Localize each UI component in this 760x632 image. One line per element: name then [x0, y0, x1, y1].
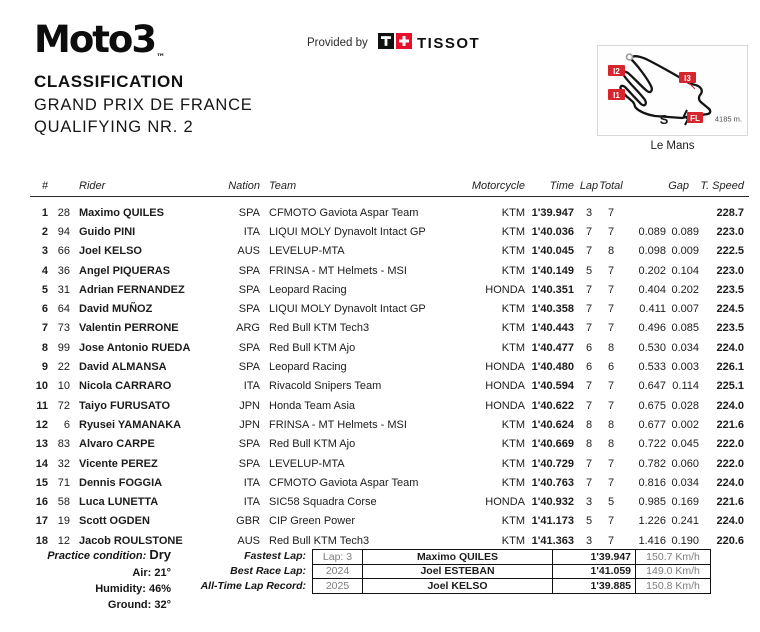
cell-rider-name: Scott OGDEN — [79, 515, 150, 528]
cell-motorcycle: KTM — [501, 303, 525, 316]
header-divider — [30, 196, 749, 197]
ground-temperature: Ground: 32° — [107, 599, 171, 611]
cell-gap — [622, 203, 670, 222]
cell-gap-previous: 0.104 — [671, 264, 699, 277]
cell-top-speed: 221.6 — [716, 496, 744, 509]
air-temperature: Air: 21° — [132, 567, 171, 579]
cell-gap: 0.533 — [638, 361, 666, 374]
cell-top-speed: 222.0 — [716, 438, 744, 451]
record-rider-name: Joel KELSO — [362, 578, 552, 593]
cell-position: 1 — [41, 206, 48, 219]
cell-nation: SPA — [238, 341, 260, 354]
cell-time: 1'41.363 — [531, 534, 574, 547]
cell-gap: 0.675 — [638, 399, 666, 412]
cell-gap-previous: 0.114 — [672, 380, 699, 393]
sector3-label: I3 — [684, 73, 691, 83]
table-row — [30, 280, 750, 299]
record-speed: 150.8 Km/h — [635, 578, 710, 593]
table-row — [30, 242, 750, 261]
cell-lap: 3 — [585, 206, 593, 219]
cell-total: 7 — [607, 476, 615, 489]
tissot-t-icon — [378, 33, 394, 54]
table-row — [30, 338, 750, 357]
cell-gap-previous: 0.034 — [671, 341, 699, 354]
record-rider-name: Maximo QUILES — [362, 549, 552, 564]
cell-rider-number: 32 — [57, 457, 70, 470]
record-speed: 150.7 Km/h — [635, 549, 710, 564]
track-outline — [621, 56, 711, 118]
table-row — [30, 203, 750, 222]
cell-motorcycle: HONDA — [485, 496, 525, 509]
record-info: 2024 — [312, 564, 362, 579]
cell-top-speed: 223.0 — [716, 264, 744, 277]
cell-lap: 3 — [585, 534, 593, 547]
trademark-symbol: ™ — [156, 53, 166, 63]
cell-motorcycle: KTM — [501, 515, 525, 528]
cell-position: 18 — [35, 534, 48, 547]
cell-total: 8 — [607, 341, 615, 354]
cell-time: 1'40.669 — [531, 438, 574, 451]
record-time: 1'39.885 — [552, 578, 635, 593]
moto3-logo-text: Moto3 — [34, 18, 156, 61]
cell-gap: 0.496 — [638, 322, 666, 335]
cell-gap-previous: 0.202 — [671, 283, 699, 296]
cell-team: LIQUI MOLY Dynavolt Intact GP — [269, 225, 426, 238]
cell-motorcycle: HONDA — [485, 361, 525, 374]
cell-gap-previous: 0.241 — [671, 515, 699, 528]
cell-team: Red Bull KTM Tech3 — [269, 322, 370, 335]
moto3-logo — [34, 18, 164, 61]
cell-lap: 8 — [585, 418, 593, 431]
cell-time: 1'40.932 — [531, 496, 574, 509]
cell-nation: ITA — [243, 496, 260, 509]
cell-lap: 7 — [585, 476, 593, 489]
table-row — [30, 261, 750, 280]
cell-total: 7 — [607, 380, 615, 393]
cell-gap-previous: 0.009 — [671, 245, 699, 258]
cell-gap: 0.089 — [638, 225, 666, 238]
cell-gap-previous: 0.045 — [671, 438, 699, 451]
table-row — [30, 512, 750, 531]
cell-lap: 6 — [585, 341, 593, 354]
cell-team: Red Bull KTM Tech3 — [269, 534, 370, 547]
cell-top-speed: 224.0 — [716, 515, 744, 528]
cell-gap: 0.411 — [639, 303, 666, 316]
cell-team: Leopard Racing — [269, 361, 347, 374]
provided-by-label: Provided by — [307, 37, 368, 49]
cell-top-speed: 224.0 — [716, 476, 744, 489]
cell-gap: 0.677 — [638, 418, 666, 431]
cell-rider-name: Guido PINI — [79, 225, 136, 238]
cell-gap: 1.416 — [638, 534, 666, 547]
table-row — [30, 492, 750, 511]
cell-time: 1'39.947 — [531, 206, 574, 219]
cell-total: 8 — [607, 438, 615, 451]
start-label: S — [659, 112, 669, 127]
cell-position: 3 — [41, 245, 48, 258]
cell-rider-name: Angel PIQUERAS — [79, 264, 171, 277]
cell-motorcycle: KTM — [501, 245, 525, 258]
cell-motorcycle: HONDA — [485, 380, 525, 393]
cell-top-speed: 221.6 — [716, 418, 744, 431]
cell-lap: 8 — [585, 438, 593, 451]
cell-gap: 0.404 — [638, 283, 666, 296]
cell-gap-previous: 0.034 — [671, 476, 699, 489]
cell-rider-number: 31 — [57, 283, 70, 296]
cell-total: 7 — [607, 399, 615, 412]
cell-gap-previous: 0.028 — [671, 399, 699, 412]
cell-rider-number: 19 — [57, 515, 70, 528]
header-gap: Gap — [668, 180, 689, 192]
cell-rider-name: Vicente PEREZ — [79, 457, 158, 470]
tissot-wordmark: TISSOT — [417, 35, 481, 52]
cell-gap-previous: 0.169 — [671, 496, 699, 509]
cell-time: 1'40.351 — [531, 283, 574, 296]
cell-position: 4 — [41, 264, 48, 277]
cell-team: LEVELUP-MTA — [269, 245, 345, 258]
cell-motorcycle: KTM — [501, 438, 525, 451]
cell-position: 6 — [41, 303, 48, 316]
tissot-logo — [378, 33, 480, 54]
cell-rider-name: Adrian FERNANDEZ — [79, 283, 185, 296]
practice-condition-label: Practice condition: — [47, 550, 147, 562]
cell-nation: SPA — [238, 457, 260, 470]
table-row — [30, 299, 750, 318]
track-map — [597, 45, 748, 136]
cell-rider-name: Dennis FOGGIA — [79, 476, 163, 489]
track-length: 4185 m. — [714, 114, 742, 124]
cell-nation: ITA — [243, 380, 260, 393]
cell-total: 8 — [607, 418, 615, 431]
cell-gap: 0.202 — [638, 264, 666, 277]
cell-motorcycle: HONDA — [485, 283, 525, 296]
cell-time: 1'40.480 — [531, 361, 574, 374]
cell-rider-name: Alvaro CARPE — [79, 438, 155, 451]
cell-lap: 5 — [585, 264, 593, 277]
cell-lap: 7 — [585, 283, 593, 296]
cell-lap: 7 — [585, 399, 593, 412]
record-label: All-Time Lap Record: — [200, 579, 306, 592]
record-label: Fastest Lap: — [244, 550, 306, 562]
cell-time: 1'40.149 — [531, 264, 574, 277]
cell-lap: 3 — [585, 496, 593, 509]
cell-rider-name: David MUÑOZ — [79, 303, 153, 316]
cell-total: 7 — [607, 206, 615, 219]
header-motorcycle: Motorcycle — [471, 180, 525, 192]
cell-nation: GBR — [236, 515, 260, 528]
cell-team: SIC58 Squadra Corse — [269, 496, 377, 509]
event-title: GRAND PRIX DE FRANCE — [34, 96, 253, 114]
cell-rider-name: Nicola CARRARO — [79, 380, 172, 393]
cell-position: 7 — [41, 322, 48, 335]
cell-time: 1'40.763 — [531, 476, 574, 489]
humidity: Humidity: 46% — [95, 583, 171, 595]
cell-gap-previous: 0.060 — [671, 457, 699, 470]
cell-team: FRINSA - MT Helmets - MSI — [269, 418, 407, 431]
track-name: Le Mans — [650, 140, 695, 152]
cell-top-speed: 223.0 — [716, 225, 744, 238]
cell-rider-name: Valentin PERRONE — [79, 322, 179, 335]
table-row — [30, 377, 750, 396]
cell-rider-number: 10 — [57, 380, 70, 393]
cell-time: 1'40.036 — [531, 225, 574, 238]
table-row — [30, 435, 750, 454]
record-speed: 149.0 Km/h — [635, 564, 710, 579]
session-title: QUALIFYING NR. 2 — [34, 118, 194, 136]
records-labels — [100, 549, 306, 593]
header-position: # — [41, 180, 48, 192]
cell-top-speed: 225.1 — [716, 380, 744, 393]
cell-lap: 7 — [585, 245, 593, 258]
cell-top-speed: 223.5 — [716, 283, 744, 296]
cell-gap: 0.647 — [638, 380, 666, 393]
cell-nation: AUS — [237, 245, 260, 258]
cell-lap: 6 — [585, 361, 593, 374]
cell-rider-number: 72 — [57, 399, 70, 412]
cell-motorcycle: KTM — [501, 322, 525, 335]
cell-total: 7 — [607, 303, 615, 316]
cell-position: 14 — [35, 457, 48, 470]
sector1-label: I1 — [613, 90, 620, 100]
sector2-label: I2 — [613, 66, 620, 76]
cell-position: 5 — [41, 283, 48, 296]
cell-lap: 7 — [585, 457, 593, 470]
cell-top-speed: 228.7 — [716, 206, 744, 219]
cell-lap: 7 — [585, 303, 593, 316]
cell-nation: SPA — [238, 206, 260, 219]
finish-label: FL — [690, 113, 700, 123]
cell-team: CIP Green Power — [269, 515, 356, 528]
cell-rider-number: 22 — [57, 361, 70, 374]
cell-rider-number: 64 — [57, 303, 70, 316]
start-marker — [627, 54, 633, 60]
cell-lap: 7 — [585, 380, 593, 393]
record-label: Best Race Lap: — [230, 564, 306, 577]
cell-motorcycle: KTM — [501, 534, 525, 547]
cell-position: 12 — [35, 418, 48, 431]
header-top-speed: T. Speed — [700, 180, 744, 192]
cell-rider-number: 12 — [57, 534, 70, 547]
table-row — [30, 415, 750, 434]
header-gap-spacer — [622, 177, 670, 195]
cell-position: 15 — [35, 476, 48, 489]
cell-gap: 0.722 — [638, 438, 666, 451]
cell-team: FRINSA - MT Helmets - MSI — [269, 264, 407, 277]
cell-time: 1'40.622 — [531, 399, 574, 412]
cell-gap: 0.985 — [638, 496, 666, 509]
cell-team: CFMOTO Gaviota Aspar Team — [269, 206, 419, 219]
cell-rider-name: Taiyo FURUSATO — [79, 399, 171, 412]
table-row — [30, 473, 750, 492]
cell-time: 1'40.443 — [531, 322, 574, 335]
cell-rider-number: 73 — [57, 322, 70, 335]
cell-total: 7 — [607, 264, 615, 277]
header-spacer — [48, 177, 70, 195]
cell-team: LIQUI MOLY Dynavolt Intact GP — [269, 303, 426, 316]
records-table — [312, 549, 711, 594]
cell-team: LEVELUP-MTA — [269, 457, 345, 470]
header-lap: Lap — [579, 180, 599, 192]
cell-time: 1'41.173 — [531, 515, 574, 528]
table-row — [30, 396, 750, 415]
cell-motorcycle: KTM — [501, 264, 525, 277]
cell-rider-number: 94 — [57, 225, 70, 238]
cell-top-speed: 224.0 — [716, 341, 744, 354]
header-nation: Nation — [228, 180, 260, 192]
cell-time: 1'40.729 — [531, 457, 574, 470]
cell-top-speed: 222.5 — [716, 245, 744, 258]
cell-position: 16 — [35, 496, 48, 509]
cell-gap-previous: 0.002 — [671, 418, 699, 431]
cell-position: 10 — [35, 380, 48, 393]
cell-nation: AUS — [237, 534, 260, 547]
header-time: Time — [549, 180, 574, 192]
cell-rider-name: Joel KELSO — [79, 245, 142, 258]
cell-rider-number: 36 — [57, 264, 70, 277]
cell-gap-previous: 0.007 — [671, 303, 699, 316]
cell-nation: SPA — [238, 361, 260, 374]
cell-gap-previous — [670, 203, 703, 222]
cell-total: 6 — [607, 361, 615, 374]
cell-motorcycle: KTM — [501, 476, 525, 489]
cell-rider-number: 28 — [57, 206, 70, 219]
cell-nation: SPA — [238, 438, 260, 451]
cell-gap-previous: 0.085 — [671, 322, 699, 335]
cell-time: 1'40.594 — [531, 380, 574, 393]
cell-position: 9 — [41, 361, 48, 374]
cell-time: 1'40.477 — [531, 341, 574, 354]
cell-motorcycle: HONDA — [485, 399, 525, 412]
cell-team: CFMOTO Gaviota Aspar Team — [269, 476, 419, 489]
table-header — [30, 177, 750, 195]
cell-gap: 0.782 — [638, 457, 666, 470]
cell-rider-number: 6 — [63, 418, 70, 431]
cell-total: 7 — [607, 534, 615, 547]
cell-gap: 0.530 — [638, 341, 666, 354]
cell-gap-previous: 0.190 — [671, 534, 699, 547]
record-rider-name: Joel ESTEBAN — [362, 564, 552, 579]
cell-rider-name: Ryusei YAMANAKA — [79, 418, 182, 431]
cell-rider-number: 99 — [57, 341, 70, 354]
cell-team: Honda Team Asia — [269, 399, 356, 412]
cell-gap-previous: 0.003 — [671, 361, 699, 374]
record-time: 1'41.059 — [552, 564, 635, 579]
cell-motorcycle: KTM — [501, 457, 525, 470]
header-rider: Rider — [79, 180, 106, 192]
cell-rider-number: 58 — [57, 496, 70, 509]
cell-top-speed: 224.5 — [716, 303, 744, 316]
cell-total: 7 — [607, 322, 615, 335]
cell-rider-number: 71 — [57, 476, 70, 489]
header-total: Total — [599, 180, 623, 192]
cell-nation: ARG — [236, 322, 260, 335]
cell-top-speed: 222.0 — [716, 457, 744, 470]
cell-rider-name: Jacob ROULSTONE — [79, 534, 183, 547]
cell-gap-previous: 0.089 — [671, 225, 699, 238]
cell-total: 8 — [607, 245, 615, 258]
cell-nation: JPN — [239, 418, 260, 431]
cell-nation: ITA — [243, 225, 260, 238]
cell-rider-name: Jose Antonio RUEDA — [79, 341, 191, 354]
cell-gap: 0.816 — [638, 476, 666, 489]
cell-rider-number: 83 — [57, 438, 70, 451]
cell-nation: JPN — [239, 399, 260, 412]
cell-top-speed: 226.1 — [716, 361, 744, 374]
cell-team: Red Bull KTM Ajo — [269, 341, 356, 354]
cell-rider-number: 66 — [57, 245, 70, 258]
cell-top-speed: 223.5 — [716, 322, 744, 335]
cell-position: 2 — [41, 225, 48, 238]
cell-motorcycle: KTM — [501, 418, 525, 431]
cell-rider-name: Maximo QUILES — [79, 206, 164, 219]
cell-gap: 1.226 — [638, 515, 666, 528]
cell-nation: ITA — [243, 476, 260, 489]
cell-time: 1'40.358 — [531, 303, 574, 316]
cell-top-speed: 224.0 — [716, 399, 744, 412]
table-row — [30, 357, 750, 376]
cell-motorcycle: KTM — [501, 225, 525, 238]
record-info: 2025 — [312, 578, 362, 593]
cell-nation: SPA — [238, 303, 260, 316]
cell-motorcycle: KTM — [501, 206, 525, 219]
cell-total: 7 — [607, 283, 615, 296]
cell-time: 1'40.045 — [531, 245, 574, 258]
record-info: Lap: 3 — [312, 549, 362, 564]
cell-nation: SPA — [238, 264, 260, 277]
cell-nation: SPA — [238, 283, 260, 296]
cell-total: 7 — [607, 515, 615, 528]
cell-rider-name: David ALMANSA — [79, 361, 167, 374]
results-table — [30, 203, 750, 550]
cell-motorcycle: KTM — [501, 341, 525, 354]
cell-lap: 7 — [585, 225, 593, 238]
record-time: 1'39.947 — [552, 549, 635, 564]
cell-total: 7 — [607, 225, 615, 238]
cell-position: 13 — [35, 438, 48, 451]
cell-total: 5 — [607, 496, 615, 509]
cell-total: 7 — [607, 457, 615, 470]
page-title: CLASSIFICATION — [34, 72, 184, 91]
swiss-cross-icon — [396, 33, 412, 54]
cell-rider-name: Luca LUNETTA — [79, 496, 159, 509]
cell-position: 11 — [36, 399, 48, 412]
cell-team: Leopard Racing — [269, 283, 347, 296]
cell-team: Red Bull KTM Ajo — [269, 438, 356, 451]
cell-team: Rivacold Snipers Team — [269, 380, 382, 393]
cell-lap: 5 — [585, 515, 593, 528]
practice-condition-value: Dry — [149, 547, 171, 562]
table-row — [30, 222, 750, 241]
cell-top-speed: 220.6 — [716, 534, 744, 547]
cell-time: 1'40.624 — [531, 418, 574, 431]
header-team: Team — [269, 180, 297, 192]
table-row — [30, 319, 750, 338]
cell-lap: 7 — [585, 322, 593, 335]
cell-position: 17 — [35, 515, 48, 528]
cell-gap: 0.098 — [638, 245, 666, 258]
cell-position: 8 — [41, 341, 48, 354]
table-row — [30, 454, 750, 473]
